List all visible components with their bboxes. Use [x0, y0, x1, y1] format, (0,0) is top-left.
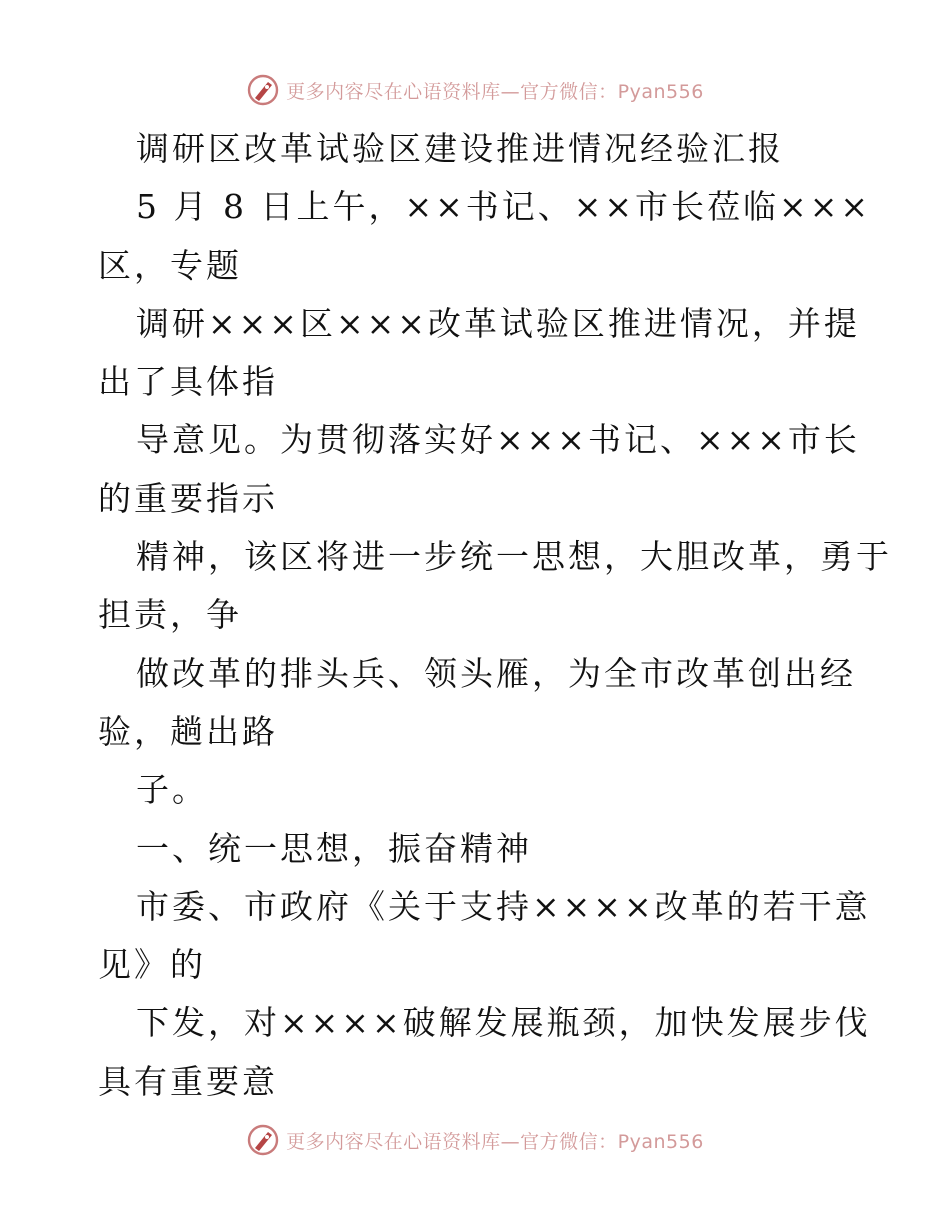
text-line: 市委、市政府《关于支持××××改革的若干意: [136, 886, 871, 926]
text-line: 下发，对××××破解发展瓶颈，加快发展步伐: [136, 1003, 871, 1043]
text-line: 精神，该区将进一步统一思想，大胆改革，勇于: [136, 537, 892, 577]
text-line: 5 月 8 日上午，××书记、××市长莅临×××: [136, 187, 872, 227]
document-body: [98, 120, 892, 1111]
watermark-text: 更多内容尽在心语资料库—官方微信：Pyan556: [286, 80, 704, 103]
fountain-pen-logo: [246, 73, 280, 107]
text-line: 区，专题: [98, 245, 242, 285]
text-line: 见》的: [98, 945, 206, 985]
text-line: 具有重要意: [98, 1061, 278, 1101]
watermark-banner-top: [0, 70, 950, 110]
text-line: 出了具体指: [98, 362, 278, 402]
text-line: 导意见。为贯彻落实好×××书记、×××市长: [136, 420, 860, 460]
fountain-pen-logo: [246, 1123, 280, 1157]
watermark-banner-bottom: [0, 1120, 950, 1160]
text-line: 一、统一思想，振奋精神: [136, 828, 532, 868]
text-line: 担责，争: [98, 595, 242, 635]
text-line: 验，趟出路: [98, 711, 278, 751]
text-line: 子。: [136, 770, 208, 810]
text-line: 调研×××区×××改革试验区推进情况，并提: [136, 303, 860, 343]
text-line: 的重要指示: [98, 478, 278, 518]
watermark-text: 更多内容尽在心语资料库—官方微信：Pyan556: [286, 1130, 704, 1153]
text-line: 调研区改革试验区建设推进情况经验汇报: [136, 129, 784, 168]
text-line: 做改革的排头兵、领头雁，为全市改革创出经: [136, 653, 856, 693]
